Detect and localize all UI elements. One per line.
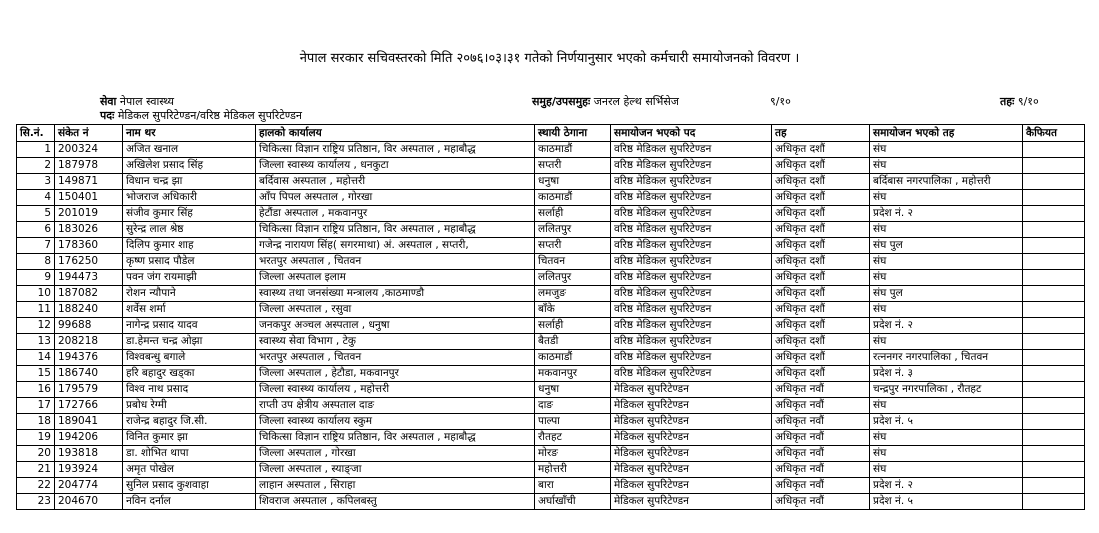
office-cell: राप्ती उप क्षेत्रीय अस्पताल दाङ	[256, 398, 535, 414]
post-cell: मेडिकल सुपरिटेण्डन	[611, 494, 772, 510]
samuh-value: जनरल हेल्थ सर्भिसेज	[593, 95, 679, 108]
level-cell: अधिकृत नवौं	[772, 382, 870, 398]
serial-cell: 19	[17, 430, 55, 446]
table-row	[17, 206, 1085, 222]
level-cell: अधिकृत नवौं	[772, 430, 870, 446]
level-cell: अधिकृत दशौं	[772, 142, 870, 158]
address-cell: पाल्पा	[535, 414, 611, 430]
name-cell: कृष्ण प्रसाद पौडेल	[123, 254, 256, 270]
sewa-value: नेपाल स्वास्थ्य	[119, 95, 174, 108]
adjusted-level-cell: चन्द्रपुर नगरपालिका , रौतहट	[870, 382, 1023, 398]
adjusted-level-cell: प्रदेश नं. २	[870, 318, 1023, 334]
taha-value: ९/१०	[1017, 95, 1039, 108]
adjusted-level-cell: संघ	[870, 142, 1023, 158]
code-cell: 204670	[55, 494, 123, 510]
table-row	[17, 222, 1085, 238]
adjusted-level-cell: संघ	[870, 334, 1023, 350]
level-cell: अधिकृत दशौं	[772, 190, 870, 206]
serial-cell: 4	[17, 190, 55, 206]
table-row	[17, 350, 1085, 366]
remarks-cell	[1023, 350, 1085, 366]
serial-cell: 13	[17, 334, 55, 350]
pad-line	[100, 108, 302, 123]
serial-cell: 11	[17, 302, 55, 318]
level-cell: अधिकृत दशौं	[772, 254, 870, 270]
serial-cell: 20	[17, 446, 55, 462]
code-cell: 179579	[55, 382, 123, 398]
table-row	[17, 430, 1085, 446]
adjusted-level-cell: संघ	[870, 158, 1023, 174]
name-cell: सुरेन्द्र लाल श्रेष्ठ	[123, 222, 256, 238]
post-cell: वरिष्ठ मेडिकल सुपरिटेण्डन	[611, 206, 772, 222]
office-cell: स्वास्थ्य तथा जनसंख्या मन्त्रालय ,काठमाण्डौ	[256, 286, 535, 302]
code-cell: 194376	[55, 350, 123, 366]
address-header: स्थायी ठेगाना	[535, 125, 611, 142]
office-cell: चिकित्सा विज्ञान राष्ट्रिय प्रतिष्ठान, विर अस्पताल , महाबौद्ध	[256, 222, 535, 238]
table-row	[17, 398, 1085, 414]
office-cell: जिल्ला अस्पताल इलाम	[256, 270, 535, 286]
office-cell: गजेन्द्र नारायण सिंह( सगरमाथा) अं. अस्पताल , सप्तरी,	[256, 238, 535, 254]
table-row	[17, 494, 1085, 510]
code-cell: 188240	[55, 302, 123, 318]
adjusted-level-cell: संघ	[870, 398, 1023, 414]
post-cell: वरिष्ठ मेडिकल सुपरिटेण्डन	[611, 302, 772, 318]
name-cell: प्रबोध रेग्मी	[123, 398, 256, 414]
post-cell: वरिष्ठ मेडिकल सुपरिटेण्डन	[611, 366, 772, 382]
name-cell: डा.हेमन्त चन्द्र ओझा	[123, 334, 256, 350]
serial-cell: 1	[17, 142, 55, 158]
level-cell: अधिकृत दशौं	[772, 222, 870, 238]
remarks-cell	[1023, 174, 1085, 190]
remarks-cell	[1023, 430, 1085, 446]
adjusted-level-cell: प्रदेश नं. २	[870, 478, 1023, 494]
serial-cell: 9	[17, 270, 55, 286]
serial-cell: 7	[17, 238, 55, 254]
pad-value: मेडिकल सुपरिटेण्डन/वरिष्ठ मेडिकल सुपरिटेण्डन	[117, 109, 302, 122]
level-cell: अधिकृत नवौं	[772, 446, 870, 462]
serial-cell: 22	[17, 478, 55, 494]
name-cell: रोशन न्यौपाने	[123, 286, 256, 302]
address-cell: सप्तरी	[535, 238, 611, 254]
document-title: नेपाल सरकार सचिवस्तरको मिति २०७६।०३।३१ गतेको निर्णयानुसार भएको कर्मचारी समायोजनको विवरण ।	[299, 51, 800, 66]
serial-cell: 18	[17, 414, 55, 430]
remarks-cell	[1023, 414, 1085, 430]
address-cell: बाँके	[535, 302, 611, 318]
adjusted-level-cell: प्रदेश नं. ५	[870, 414, 1023, 430]
code-cell: 189041	[55, 414, 123, 430]
post-cell: वरिष्ठ मेडिकल सुपरिटेण्डन	[611, 334, 772, 350]
table-row	[17, 446, 1085, 462]
samuh-level: ९/१०	[770, 95, 791, 108]
office-cell: स्वास्थ्य सेवा विभाग , टेकु	[256, 334, 535, 350]
adjusted-level-cell: संघ	[870, 446, 1023, 462]
level-cell: अधिकृत दशौं	[772, 366, 870, 382]
remarks-cell	[1023, 270, 1085, 286]
taha-line	[1000, 94, 1039, 109]
table-row	[17, 334, 1085, 350]
level-cell: अधिकृत दशौं	[772, 350, 870, 366]
address-cell: सर्लाही	[535, 318, 611, 334]
table-row	[17, 286, 1085, 302]
office-cell: भरतपुर अस्पताल , चितवन	[256, 350, 535, 366]
serial-cell: 15	[17, 366, 55, 382]
address-cell: अर्घाखाँची	[535, 494, 611, 510]
remarks-cell	[1023, 318, 1085, 334]
samuh-line	[532, 94, 679, 109]
post-cell: मेडिकल सुपरिटेण्डन	[611, 478, 772, 494]
adjusted-level-cell: संघ	[870, 190, 1023, 206]
office-header: हालको कार्यालय	[256, 125, 535, 142]
office-cell: चिकित्सा विज्ञान राष्ट्रिय प्रतिष्ठान, विर अस्पताल , महाबौद्ध	[256, 142, 535, 158]
code-cell: 194473	[55, 270, 123, 286]
serial-cell: 3	[17, 174, 55, 190]
post-cell: मेडिकल सुपरिटेण्डन	[611, 462, 772, 478]
post-cell: वरिष्ठ मेडिकल सुपरिटेण्डन	[611, 318, 772, 334]
adjusted-level-cell: रत्ननगर नगरपालिका , चितवन	[870, 350, 1023, 366]
address-cell: रौतहट	[535, 430, 611, 446]
office-cell: जिल्ला स्वास्थ्य कार्यालय , धनकुटा	[256, 158, 535, 174]
remarks-cell	[1023, 302, 1085, 318]
remarks-cell	[1023, 446, 1085, 462]
post-cell: वरिष्ठ मेडिकल सुपरिटेण्डन	[611, 190, 772, 206]
adjusted-level-cell: संघ पुल	[870, 286, 1023, 302]
table-row	[17, 462, 1085, 478]
post-cell: वरिष्ठ मेडिकल सुपरिटेण्डन	[611, 254, 772, 270]
address-cell: सर्लाही	[535, 206, 611, 222]
remarks-cell	[1023, 382, 1085, 398]
remarks-cell	[1023, 206, 1085, 222]
table-header-row	[17, 125, 1085, 142]
sewa-label: सेवा	[100, 95, 117, 108]
code-cell: 176250	[55, 254, 123, 270]
code-cell: 204774	[55, 478, 123, 494]
table-body	[17, 142, 1085, 510]
adjusted-level-cell: प्रदेश नं. ३	[870, 366, 1023, 382]
address-cell: महोत्तरी	[535, 462, 611, 478]
level-cell: अधिकृत दशौं	[772, 302, 870, 318]
post-cell: मेडिकल सुपरिटेण्डन	[611, 414, 772, 430]
address-cell: ललितपुर	[535, 222, 611, 238]
level-cell: अधिकृत दशौं	[772, 286, 870, 302]
name-cell: विधान चन्द्र झा	[123, 174, 256, 190]
code-cell: 99688	[55, 318, 123, 334]
post-cell: वरिष्ठ मेडिकल सुपरिटेण्डन	[611, 286, 772, 302]
office-cell: चिकित्सा विज्ञान राष्ट्रिय प्रतिष्ठान, विर अस्पताल , महाबौद्ध	[256, 430, 535, 446]
table-row	[17, 158, 1085, 174]
address-cell: दाङ	[535, 398, 611, 414]
address-cell: मोरङ	[535, 446, 611, 462]
remarks-cell	[1023, 462, 1085, 478]
post-cell: मेडिकल सुपरिटेण्डन	[611, 382, 772, 398]
post-cell: मेडिकल सुपरिटेण्डन	[611, 446, 772, 462]
adjusted-level-cell: संघ पुल	[870, 238, 1023, 254]
level-cell: अधिकृत नवौं	[772, 494, 870, 510]
remarks-cell	[1023, 478, 1085, 494]
remarks-cell	[1023, 142, 1085, 158]
office-cell: आँप पिपल अस्पताल , गोरखा	[256, 190, 535, 206]
name-cell: संजीव कुमार सिंह	[123, 206, 256, 222]
address-cell: चितवन	[535, 254, 611, 270]
name-cell: नागेन्द्र प्रसाद यादव	[123, 318, 256, 334]
code-cell: 193818	[55, 446, 123, 462]
level-cell: अधिकृत नवौं	[772, 414, 870, 430]
table-row	[17, 478, 1085, 494]
post-cell: वरिष्ठ मेडिकल सुपरिटेण्डन	[611, 158, 772, 174]
code-cell: 172766	[55, 398, 123, 414]
name-cell: नविन दर्नाल	[123, 494, 256, 510]
serial-cell: 23	[17, 494, 55, 510]
adjusted-level-header: समायोजन भएको तह	[870, 125, 1023, 142]
office-cell: भरतपुर अस्पताल , चितवन	[256, 254, 535, 270]
address-cell: काठमाडौं	[535, 142, 611, 158]
code-cell: 186740	[55, 366, 123, 382]
table-row	[17, 142, 1085, 158]
adjusted-level-cell: संघ	[870, 270, 1023, 286]
name-cell: विनित कुमार झा	[123, 430, 256, 446]
post-cell: वरिष्ठ मेडिकल सुपरिटेण्डन	[611, 270, 772, 286]
address-cell: काठमाडौं	[535, 350, 611, 366]
table-row	[17, 318, 1085, 334]
office-cell: बर्दिवास अस्पताल , महोत्तरी	[256, 174, 535, 190]
table-row	[17, 382, 1085, 398]
name-cell: हरि बहादुर खड्का	[123, 366, 256, 382]
remarks-cell	[1023, 334, 1085, 350]
serial-cell: 16	[17, 382, 55, 398]
address-cell: धनुषा	[535, 174, 611, 190]
name-cell: डा. शोभित थापा	[123, 446, 256, 462]
sewa-line	[100, 94, 174, 109]
pad-label: पदः	[100, 109, 115, 122]
name-cell: अखिलेश प्रसाद सिंह	[123, 158, 256, 174]
name-cell: भोजराज अधिकारी	[123, 190, 256, 206]
code-cell: 194206	[55, 430, 123, 446]
name-cell: अमृत पोखेल	[123, 462, 256, 478]
level-cell: अधिकृत दशौं	[772, 174, 870, 190]
office-cell: जिल्ला अस्पताल , रसुवा	[256, 302, 535, 318]
office-cell: हेटौंडा अस्पताल , मकवानपुर	[256, 206, 535, 222]
name-cell: दिलिप कुमार शाह	[123, 238, 256, 254]
code-cell: 150401	[55, 190, 123, 206]
adjusted-level-cell: संघ	[870, 462, 1023, 478]
code-cell: 183026	[55, 222, 123, 238]
table-row	[17, 270, 1085, 286]
name-cell: पवन जंग रायमाझी	[123, 270, 256, 286]
code-cell: 201019	[55, 206, 123, 222]
samuh-label: समुह/उपसमुहः	[532, 95, 591, 108]
post-cell: वरिष्ठ मेडिकल सुपरिटेण्डन	[611, 350, 772, 366]
name-cell: राजेन्द्र बहादुर जि.सी.	[123, 414, 256, 430]
adjusted-level-cell: संघ	[870, 222, 1023, 238]
serial-cell: 17	[17, 398, 55, 414]
level-cell: अधिकृत दशौं	[772, 206, 870, 222]
table-row	[17, 190, 1085, 206]
office-cell: जनकपुर अञ्चल अस्पताल , धनुषा	[256, 318, 535, 334]
serial-cell: 6	[17, 222, 55, 238]
post-cell: वरिष्ठ मेडिकल सुपरिटेण्डन	[611, 174, 772, 190]
remarks-cell	[1023, 286, 1085, 302]
serial-cell: 2	[17, 158, 55, 174]
code-cell: 178360	[55, 238, 123, 254]
level-cell: अधिकृत दशौं	[772, 318, 870, 334]
level-cell: अधिकृत दशौं	[772, 334, 870, 350]
name-cell: विश्वबन्धु बगाले	[123, 350, 256, 366]
serial-cell: 8	[17, 254, 55, 270]
level-cell: अधिकृत नवौं	[772, 398, 870, 414]
address-cell: सप्तरी	[535, 158, 611, 174]
serial-cell: 14	[17, 350, 55, 366]
office-cell: जिल्ला स्वास्थ्य कार्यालय , महोत्तरी	[256, 382, 535, 398]
serial-cell: 12	[17, 318, 55, 334]
adjusted-level-cell: प्रदेश नं. २	[870, 206, 1023, 222]
adjusted-level-cell: बर्दिबास नगरपालिका , महोत्तरी	[870, 174, 1023, 190]
level-cell: अधिकृत दशौं	[772, 238, 870, 254]
name-cell: सुनिल प्रसाद कुशवाहा	[123, 478, 256, 494]
code-cell: 200324	[55, 142, 123, 158]
serial-cell: 5	[17, 206, 55, 222]
serial-cell: 10	[17, 286, 55, 302]
code-cell: 208218	[55, 334, 123, 350]
address-cell: काठमाडौं	[535, 190, 611, 206]
remarks-cell	[1023, 494, 1085, 510]
code-cell: 187978	[55, 158, 123, 174]
name-cell: विश्व नाथ प्रसाद	[123, 382, 256, 398]
code-cell: 193924	[55, 462, 123, 478]
taha-label: तहः	[1000, 95, 1015, 108]
post-header: समायोजन भएको पद	[611, 125, 772, 142]
level-cell: अधिकृत दशौं	[772, 158, 870, 174]
serial-header: सि.नं.	[17, 125, 55, 142]
address-cell: बैतडी	[535, 334, 611, 350]
adjusted-level-cell: संघ	[870, 254, 1023, 270]
office-cell: जिल्ला अस्पताल , हेटौडा, मकवानपुर	[256, 366, 535, 382]
serial-cell: 21	[17, 462, 55, 478]
name-cell: अजित खनाल	[123, 142, 256, 158]
remarks-cell	[1023, 222, 1085, 238]
name-cell: शर्वेस शर्मा	[123, 302, 256, 318]
office-cell: जिल्ला स्वास्थ्य कार्यालय स्कुम	[256, 414, 535, 430]
adjustment-table	[16, 124, 1085, 510]
post-cell: वरिष्ठ मेडिकल सुपरिटेण्डन	[611, 142, 772, 158]
address-cell: लमजुङ	[535, 286, 611, 302]
table-row	[17, 414, 1085, 430]
table-row	[17, 254, 1085, 270]
post-cell: वरिष्ठ मेडिकल सुपरिटेण्डन	[611, 238, 772, 254]
address-cell: मकवानपुर	[535, 366, 611, 382]
remarks-cell	[1023, 190, 1085, 206]
code-cell: 149871	[55, 174, 123, 190]
table-row	[17, 302, 1085, 318]
code-cell: 187082	[55, 286, 123, 302]
table-row	[17, 366, 1085, 382]
table-row	[17, 174, 1085, 190]
post-cell: वरिष्ठ मेडिकल सुपरिटेण्डन	[611, 222, 772, 238]
code-header: संकेत नं	[55, 125, 123, 142]
remarks-cell	[1023, 254, 1085, 270]
remarks-header: कैफियत	[1023, 125, 1085, 142]
remarks-cell	[1023, 366, 1085, 382]
level-cell: अधिकृत दशौं	[772, 270, 870, 286]
table-row	[17, 238, 1085, 254]
address-cell: बारा	[535, 478, 611, 494]
office-cell: लाहान अस्पताल , सिराहा	[256, 478, 535, 494]
address-cell: ललितपुर	[535, 270, 611, 286]
level-cell: अधिकृत नवौं	[772, 478, 870, 494]
office-cell: जिल्ला अस्पताल , स्याङ्जा	[256, 462, 535, 478]
post-cell: मेडिकल सुपरिटेण्डन	[611, 430, 772, 446]
remarks-cell	[1023, 238, 1085, 254]
remarks-cell	[1023, 158, 1085, 174]
adjusted-level-cell: संघ	[870, 302, 1023, 318]
office-cell: शिवराज अस्पताल , कपिलबस्तु	[256, 494, 535, 510]
name-header: नाम थर	[123, 125, 256, 142]
adjusted-level-cell: प्रदेश नं. ५	[870, 494, 1023, 510]
level-cell: अधिकृत नवौं	[772, 462, 870, 478]
adjusted-level-cell: संघ	[870, 430, 1023, 446]
address-cell: धनुषा	[535, 382, 611, 398]
post-cell: मेडिकल सुपरिटेण्डन	[611, 398, 772, 414]
office-cell: जिल्ला अस्पताल , गोरखा	[256, 446, 535, 462]
level-header: तह	[772, 125, 870, 142]
remarks-cell	[1023, 398, 1085, 414]
